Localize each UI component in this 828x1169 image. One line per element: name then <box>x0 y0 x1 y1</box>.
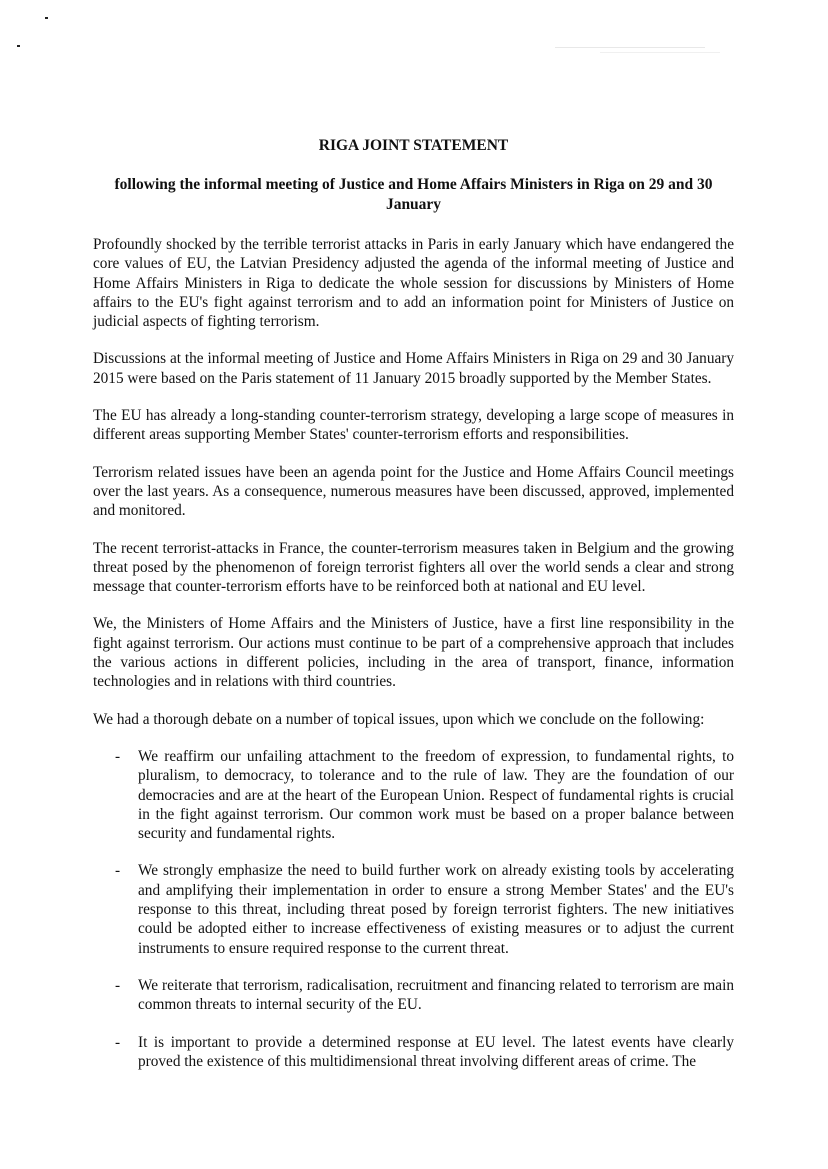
document-title: RIGA JOINT STATEMENT <box>318 137 509 154</box>
scan-artifact-line <box>555 47 705 48</box>
bullet-marker: - <box>115 1033 121 1051</box>
list-item <box>93 976 734 1015</box>
list-item-text: We reaffirm our unfailing attachment to the freedom of expression, to fundamental rights, to pluralism, to democracy, to tolerance and to the rule of law. They are the foundation of our democracies and are at the heart of the European Union. Respect of fundamental rights is crucial in the fight against terrorism. Our common work must be based on a proper balance between security and fundamental rights. <box>138 747 734 843</box>
list-item-text: It is important to provide a determined response at EU level. The latest events have clearly proved the existence of this multidimensional threat involving different areas of crime. The <box>138 1033 734 1070</box>
bullet-marker: - <box>115 862 121 880</box>
scan-speck <box>17 45 20 47</box>
paragraph: Terrorism related issues have been an agenda point for the Justice and Home Affairs Council meetings over the last years. As a consequence, numerous measures have been discussed, approved, implemented and monitored. <box>93 463 734 520</box>
paragraph: Profoundly shocked by the terrible terrorist attacks in Paris in early January which have endangered the core values of EU, the Latvian Presidency adjusted the agenda of the informal meeting of Justice and Home Affairs Ministers in Riga to dedicate the whole session for discussions by Ministers of Home affairs to the EU's fight against terrorism and to add an information point for Ministers of Justice on judicial aspects of fighting terrorism. <box>93 236 734 331</box>
paragraph: We, the Ministers of Home Affairs and the Ministers of Justice, have a first line responsibility in the fight against terrorism. Our actions must continue to be part of a comprehensive approach that includes the various actions in different policies, including in the area of transport, finance, information technologies and in relations with third countries. <box>93 615 734 691</box>
list-item <box>93 861 734 957</box>
paragraph: The recent terrorist-attacks in France, the counter-terrorism measures taken in Belgium and the growing threat posed by the phenomenon of foreign terrorist fighters all over the world sends a clear and strong message that counter-terrorism efforts have to be reinforced both at national and EU level. <box>93 539 734 596</box>
list-item <box>93 747 734 843</box>
bullet-marker: - <box>115 747 121 765</box>
scan-speck <box>45 17 48 19</box>
document-body <box>93 136 734 1089</box>
list-item-text: We strongly emphasize the need to build further work on already existing tools by accelerating and amplifying their implementation in order to ensure a strong Member States' and the EU's response to this threat, including threat posed by foreign terrorist fighters. The new initiatives could be adopted either to increase effectiveness of existing measures or to adjust the current instruments to ensure required response to the current threat. <box>138 862 734 957</box>
bullet-marker: - <box>115 976 121 994</box>
document-subtitle: following the informal meeting of Justice and Home Affairs Ministers in Riga on 29 and 30 January <box>114 176 713 213</box>
paragraph: We had a thorough debate on a number of topical issues, upon which we conclude on the following: <box>93 710 705 728</box>
list-item <box>93 1033 734 1072</box>
conclusions-list <box>93 747 734 1071</box>
scan-artifact-line <box>600 52 720 53</box>
paragraph: The EU has already a long-standing counter-terrorism strategy, developing a large scope of measures in different areas supporting Member States' counter-terrorism efforts and responsibilities. <box>93 407 734 444</box>
paragraph: Discussions at the informal meeting of Justice and Home Affairs Ministers in Riga on 29 and 30 January 2015 were based on the Paris statement of 11 January 2015 broadly supported by the Member States. <box>93 350 734 387</box>
list-item-text: We reiterate that terrorism, radicalisation, recruitment and financing related to terrorism are main common threats to internal security of the EU. <box>138 976 734 1014</box>
